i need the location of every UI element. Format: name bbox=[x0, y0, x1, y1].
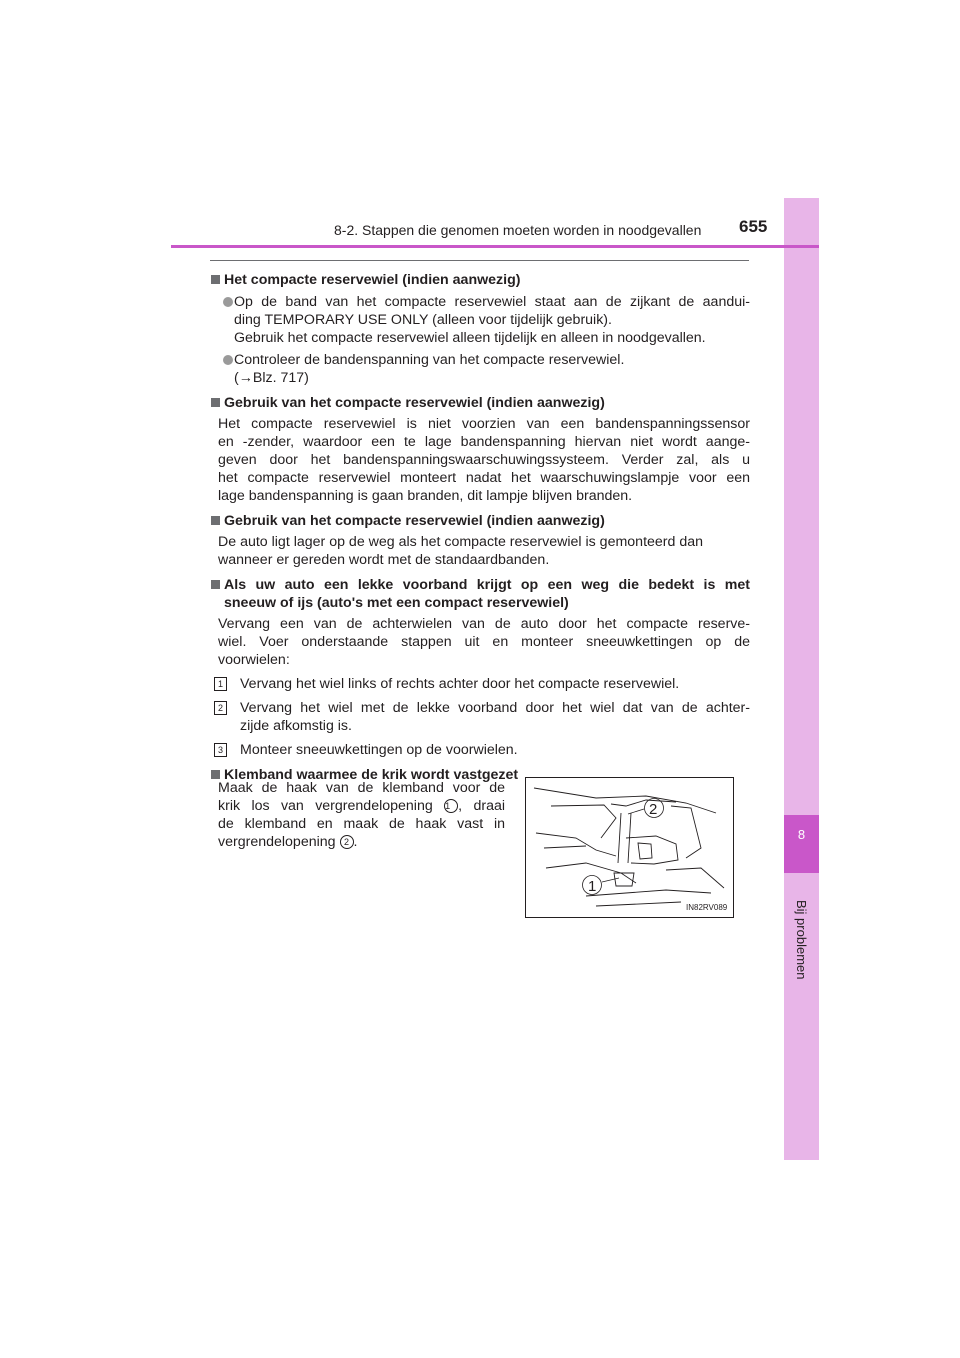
step-item: 2 Vervang het wiel met de lekke voorband door het wiel dat van de achter- zijde afkomstig is. bbox=[210, 699, 750, 735]
section-heading: Gebruik van het compacte reservewiel (indien aanwezig) bbox=[210, 394, 750, 412]
paragraph: Vervang een van de achterwielen van de auto door het compacte reserve- wiel. Voer onderstaande stappen uit en monteer sneeuwkettingen op de voorwielen: bbox=[218, 616, 750, 668]
bullet-icon bbox=[223, 297, 233, 307]
callout-1-label: 1 bbox=[588, 878, 597, 895]
chapter-label: Bij problemen bbox=[794, 900, 809, 980]
chapter-number: 8 bbox=[797, 827, 806, 842]
page-content bbox=[210, 264, 750, 784]
step-number: 3 bbox=[214, 743, 227, 757]
page-number: 655 bbox=[739, 217, 768, 236]
instruction-text: Maak de haak van de klemband voor de krik los van vergrendelopening 1 , draai de klemband en maak de haak vast in vergrendelopening 2 . bbox=[218, 780, 506, 850]
step-number: 2 bbox=[214, 701, 227, 715]
callout-marker: 2 bbox=[340, 835, 354, 849]
paragraph: De auto ligt lager op de weg als het compacte reservewiel is gemonteerd dan wanneer er gereden wordt met de standaardbanden. bbox=[218, 534, 704, 568]
step-number: 1 bbox=[214, 677, 227, 691]
callout-2-label: 2 bbox=[649, 801, 658, 818]
section-heading: Als uw auto een lekke voorband krijgt op een weg die bedekt is met sneeuw of ijs (auto's met een compact reservewiel) bbox=[210, 576, 750, 612]
bullet-item: Op de band van het compacte reservewiel staat aan de zijkant de aandui- ding TEMPORARY USE ONLY (alleen voor tijdelijk gebruik). Gebruik het compacte reservewiel alleen tijdelijk en alleen in noodgevallen. bbox=[210, 293, 750, 347]
section-heading: Klemband waarmee de krik wordt vastgezet bbox=[210, 766, 750, 784]
section-heading: Gebruik van het compacte reservewiel (indien aanwezig) bbox=[210, 512, 750, 530]
bullet-item: Controleer de bandenspanning van het compacte reservewiel. (→Blz. 717) bbox=[210, 351, 750, 387]
section-heading: Het compacte reservewiel (indien aanwezig) bbox=[210, 271, 750, 289]
section-title: 8-2. Stappen die genomen moeten worden in noodgevallen bbox=[334, 222, 702, 238]
bullet-icon bbox=[223, 355, 233, 365]
callout-marker: 1 bbox=[444, 799, 458, 813]
page-reference-link[interactable]: (→Blz. 717) bbox=[234, 370, 309, 386]
chapter-side-tab bbox=[784, 198, 819, 1160]
paragraph: Het compacte reservewiel is niet voorzien van een bandenspanningssensor en -zender, waardoor een te lage bandenspanning hiervan niet wordt aange- geven door het bandenspanningswaarschuwingssysteem. Verder zal, als u het compacte reservewiel monteert nadat het waarschuwingslampje voor een lage bandenspanning is gaan branden, dit lampje blijven branden. bbox=[218, 416, 750, 504]
content-rule bbox=[210, 260, 749, 261]
figure-code: IN82RV089 bbox=[686, 903, 728, 912]
step-item: 3 Monteer sneeuwkettingen op de voorwielen. bbox=[210, 741, 750, 759]
step-item: 1 Vervang het wiel links of rechts achter door het compacte reservewiel. bbox=[210, 675, 750, 693]
header-divider bbox=[171, 245, 819, 248]
jack-strap-illustration bbox=[525, 777, 734, 918]
chapter-tab-active[interactable] bbox=[784, 815, 819, 873]
